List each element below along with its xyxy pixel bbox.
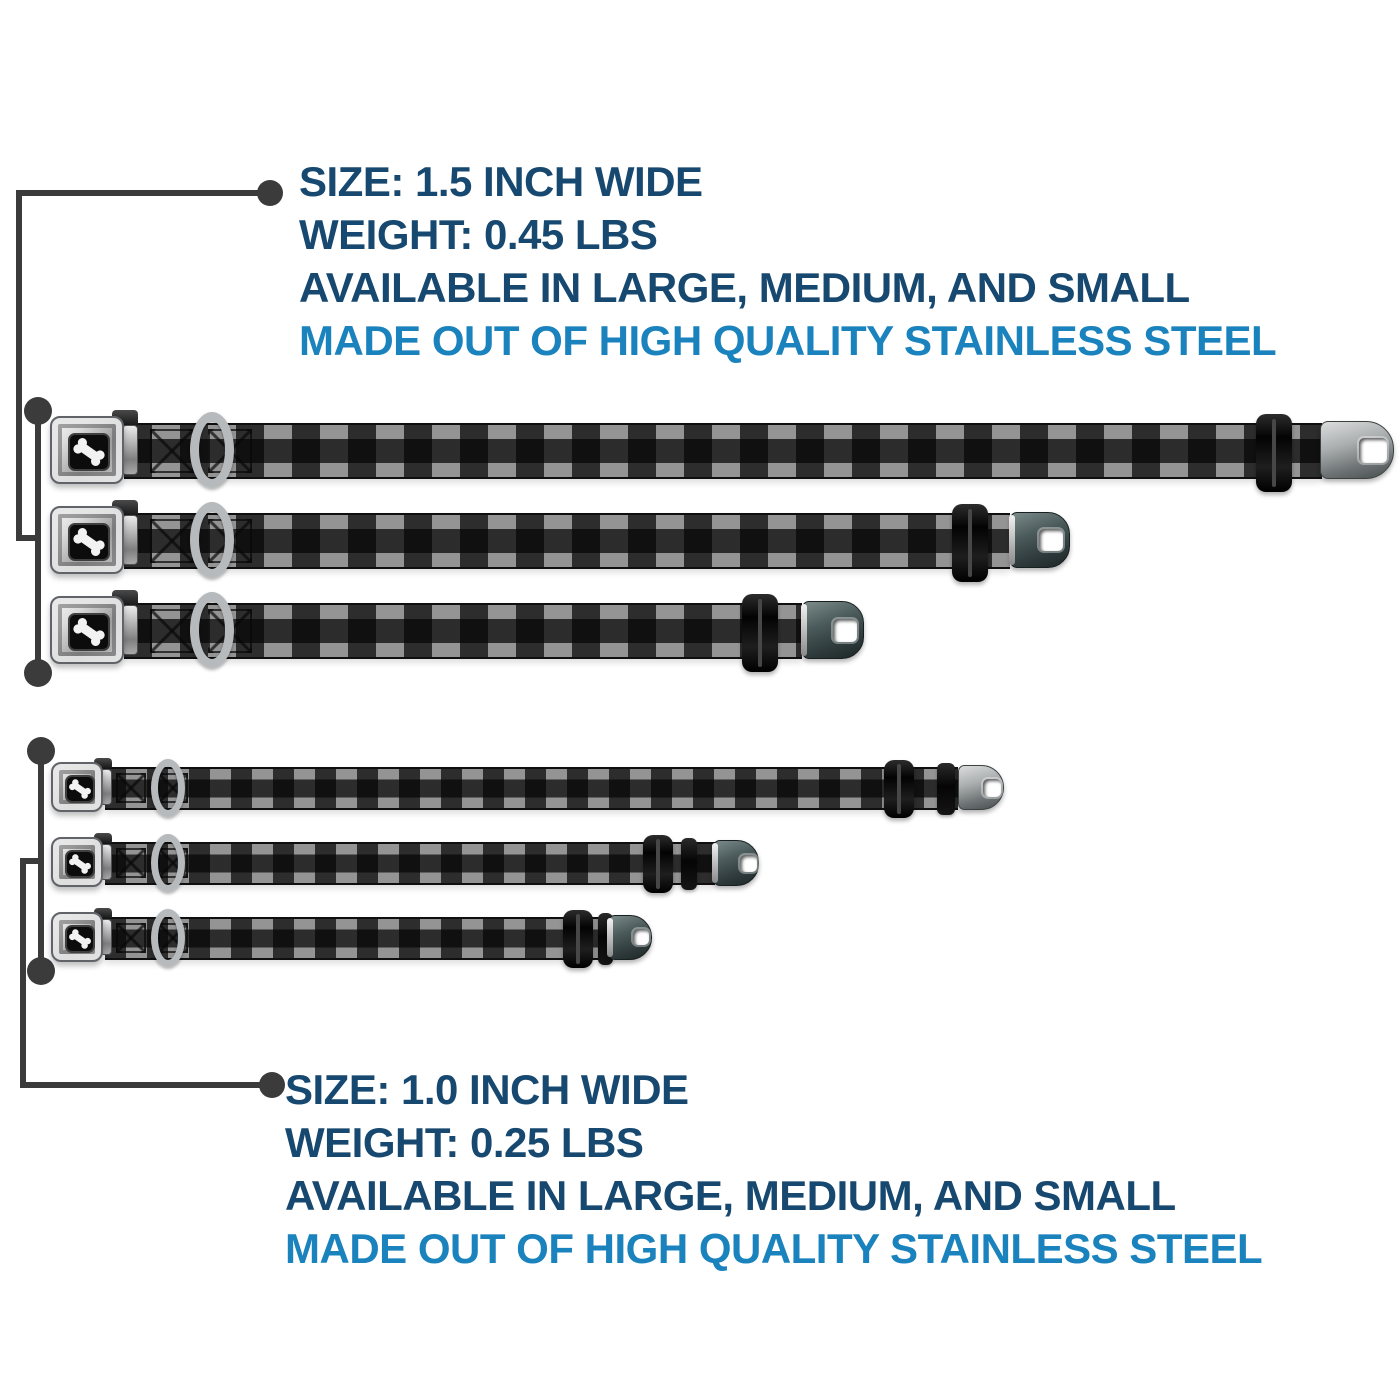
spec-size-line: SIZE: 1.5 INCH WIDE xyxy=(299,158,703,205)
spec-availability-line: AVAILABLE IN LARGE, MEDIUM, AND SMALL xyxy=(285,1172,1176,1219)
d-ring xyxy=(151,909,185,967)
callout-top-text-dot xyxy=(257,180,283,206)
stitch-box-x xyxy=(150,519,194,563)
callout-top-bracket xyxy=(35,408,41,676)
adjuster-slider xyxy=(643,835,673,893)
adjuster-slider xyxy=(1256,414,1292,492)
dog-bone-icon xyxy=(66,851,94,876)
adjuster-slider xyxy=(884,760,914,818)
buckle-logo-window xyxy=(68,613,110,651)
callout-bottom-bracket-dot-lower xyxy=(27,957,55,985)
collar-strap xyxy=(124,513,1010,569)
callout-top-horizontal-to-text xyxy=(16,190,270,196)
spec-size-line: SIZE: 1.0 INCH WIDE xyxy=(285,1066,689,1113)
spec-material-line: MADE OUT OF HIGH QUALITY STAINLESS STEEL xyxy=(285,1225,1263,1272)
keeper-band xyxy=(681,838,697,890)
keeper-band xyxy=(937,763,955,815)
stitch-box-x xyxy=(116,848,146,878)
tongue-hole xyxy=(1039,529,1063,551)
d-ring xyxy=(151,759,185,817)
callout-bottom-bracket-dot-upper xyxy=(27,737,55,765)
stitch-box-x xyxy=(150,429,194,473)
adjuster-slider xyxy=(563,910,593,968)
buckle-tongue xyxy=(713,840,759,886)
buckle-logo-window xyxy=(68,433,110,471)
stitch-box-x xyxy=(150,609,194,653)
spec-weight-line: WEIGHT: 0.25 LBS xyxy=(285,1119,644,1166)
tongue-hole xyxy=(833,619,857,642)
seatbelt-buckle xyxy=(51,837,103,887)
callout-top-vertical xyxy=(16,190,22,541)
spec-block-1-5-inch xyxy=(299,155,1276,367)
seatbelt-buckle xyxy=(51,912,103,962)
tongue-hole xyxy=(1359,438,1387,463)
d-ring xyxy=(190,412,234,488)
tongue-hole xyxy=(740,855,757,872)
collar-strap xyxy=(105,767,958,810)
buckle-tongue xyxy=(608,915,652,960)
stitch-box-x xyxy=(116,923,146,953)
buckle-tongue xyxy=(1010,512,1070,568)
seatbelt-buckle xyxy=(50,506,124,574)
buckle-logo-window xyxy=(65,850,95,878)
adjuster-slider xyxy=(952,504,988,582)
callout-top-bracket-dot-upper xyxy=(24,397,52,425)
buckle-hinge xyxy=(122,605,138,655)
tongue-hole xyxy=(983,779,1001,797)
spec-weight-line: WEIGHT: 0.45 LBS xyxy=(299,211,658,258)
dog-bone-icon xyxy=(69,524,108,560)
spec-availability-line: AVAILABLE IN LARGE, MEDIUM, AND SMALL xyxy=(299,264,1190,311)
callout-top-bracket-dot-lower xyxy=(24,659,52,687)
collar-strap xyxy=(124,423,1322,479)
dog-bone-icon xyxy=(66,776,94,801)
d-ring xyxy=(190,502,234,578)
buckle-logo-window xyxy=(65,775,95,803)
seatbelt-buckle xyxy=(51,762,103,812)
buckle-tongue xyxy=(1320,421,1394,479)
buckle-hinge xyxy=(122,425,138,475)
dog-bone-icon xyxy=(69,434,108,470)
buckle-tongue xyxy=(958,765,1004,810)
seatbelt-buckle xyxy=(50,416,124,484)
callout-bottom-vertical xyxy=(20,858,26,1088)
dog-bone-icon xyxy=(69,614,108,650)
buckle-tongue xyxy=(802,601,864,659)
seatbelt-buckle xyxy=(50,596,124,664)
callout-bottom-horizontal-to-text xyxy=(20,1082,270,1088)
adjuster-slider xyxy=(742,594,778,672)
buckle-logo-window xyxy=(65,925,95,953)
d-ring xyxy=(151,834,185,892)
collar-strap xyxy=(105,842,715,885)
buckle-hinge xyxy=(122,515,138,565)
tongue-hole xyxy=(633,929,649,945)
spec-block-1-0-inch xyxy=(285,1063,1262,1275)
buckle-logo-window xyxy=(68,523,110,561)
spec-material-line: MADE OUT OF HIGH QUALITY STAINLESS STEEL xyxy=(299,317,1277,364)
stitch-box-x xyxy=(116,773,146,803)
callout-bottom-text-dot xyxy=(259,1072,285,1098)
dog-bone-icon xyxy=(66,926,94,951)
d-ring xyxy=(190,592,234,668)
